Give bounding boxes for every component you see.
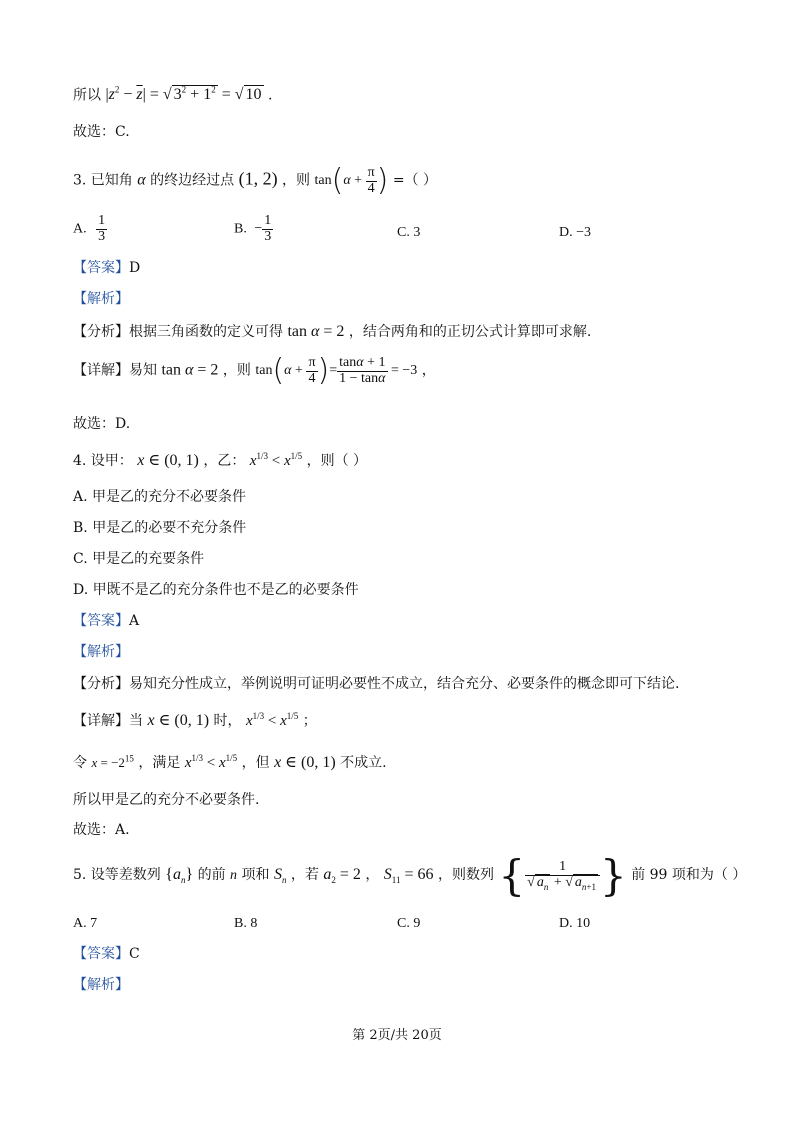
q4-analysis-tag: 【解析】 (73, 644, 129, 660)
q3-choice: 故选：D. (73, 416, 131, 432)
sequence-expression: { $\frac{1}{√ a_n + √ a_{n+1}}$ } (498, 851, 627, 900)
question-4-stem: 4. 设甲： x ∈ (0, 1) ，乙： $x^{1/3} < x^{1/5}$ ，则（ ） (73, 451, 368, 469)
tan-sum-formula: tan(α + $\frac{\pi}{4}$ )= $\frac{\tan\alpha + 1}{1 - \tan\alpha}$ = −3 (255, 353, 418, 389)
modulus-result-line: 所以 $|z^2 - \overline{z}|$ = √ $3^2 + 1^2$ = √ 10 . (73, 85, 273, 104)
modulus-expression: $|z^2 - \overline{z}|$ = √ $3^2 + 1^2$ = √ 10 (105, 85, 262, 104)
q3-answer: 【答案】D (73, 260, 141, 276)
point-coordinate: (1, 2) (238, 168, 278, 189)
q5-answer: 【答案】C (73, 946, 140, 962)
q4-option-c: C. 甲是乙的充要条件 (73, 551, 205, 567)
q4-conclusion: 所以甲是乙的充分不必要条件. (73, 792, 260, 808)
q3-option-a: A. $\frac{1}{3}$ (73, 213, 106, 244)
question-3-stem: 3. 已知角 α 的终边经过点 (1, 2) ，则 tan(α + $\frac{\pi}{4}$ ) =（ ） (73, 163, 438, 199)
page-footer: 第 2页/共 20页 (352, 1028, 442, 1043)
tan-expression: tan(α + $\frac{\pi}{4}$ ) (314, 163, 389, 199)
q5-option-b: B. 8 (234, 916, 258, 931)
q4-counterexample: 令 $x = -2^{15}$ ，满足 $x^{1/3} < x^{1/5}$ ，但 x ∈ (0, 1) 不成立. (73, 753, 387, 771)
q4-option-b: B. 甲是乙的必要不充分条件 (73, 520, 247, 536)
q3-analysis-tag: 【解析】 (73, 291, 129, 307)
text-prefix: 所以 (73, 87, 101, 104)
q4-answer: 【答案】A (73, 613, 140, 629)
q4-option-d: D. 甲既不是乙的充分条件也不是乙的必要条件 (73, 582, 359, 598)
q5-option-c: C. 9 (397, 916, 421, 931)
q3-fenxi: 【分析】根据三角函数的定义可得 tan α = 2 ，结合两角和的正切公式计算即可求解. (73, 323, 592, 340)
q5-option-a: A. 7 (73, 916, 98, 931)
q3-xiangjie: 【详解】易知 tan α = 2 ，则 tan(α + $\frac{\pi}{4}$ )= $\frac{\tan\alpha + 1}{1 - \tan\alpha}$ = −3 ， (73, 353, 436, 389)
q3-option-b: B. − $\frac{1}{3}$ (234, 213, 272, 244)
q4-xiangjie: 【详解】当 x ∈ (0, 1) 时， $x^{1/3} < x^{1/5}$ ； (73, 711, 317, 729)
question-5-stem: 5. 设等差数列 $\{a_n\}$ 的前 n 项和 $S_n$ ，若 $a_2 = 2$ ， $S_{11} = 66$ ，则数列 { $\frac{1}{√ a_n + √ a_{n+1}}$ } 前 99 项和为（ ） (73, 851, 747, 900)
q4-fenxi: 【分析】易知充分性成立，举例说明可证明必要性不成立，结合充分、必要条件的概念即可下结论. (73, 676, 680, 692)
q3-option-d: D. −3 (559, 225, 592, 240)
q4-option-a: A. 甲是乙的充分不必要条件 (73, 489, 247, 505)
q5-option-d: D. 10 (559, 916, 591, 931)
choice-line: 故选：C. (73, 124, 130, 140)
q3-option-c: C. 3 (397, 225, 421, 240)
q4-choice: 故选：A. (73, 822, 130, 838)
q5-analysis-tag: 【解析】 (73, 977, 129, 993)
